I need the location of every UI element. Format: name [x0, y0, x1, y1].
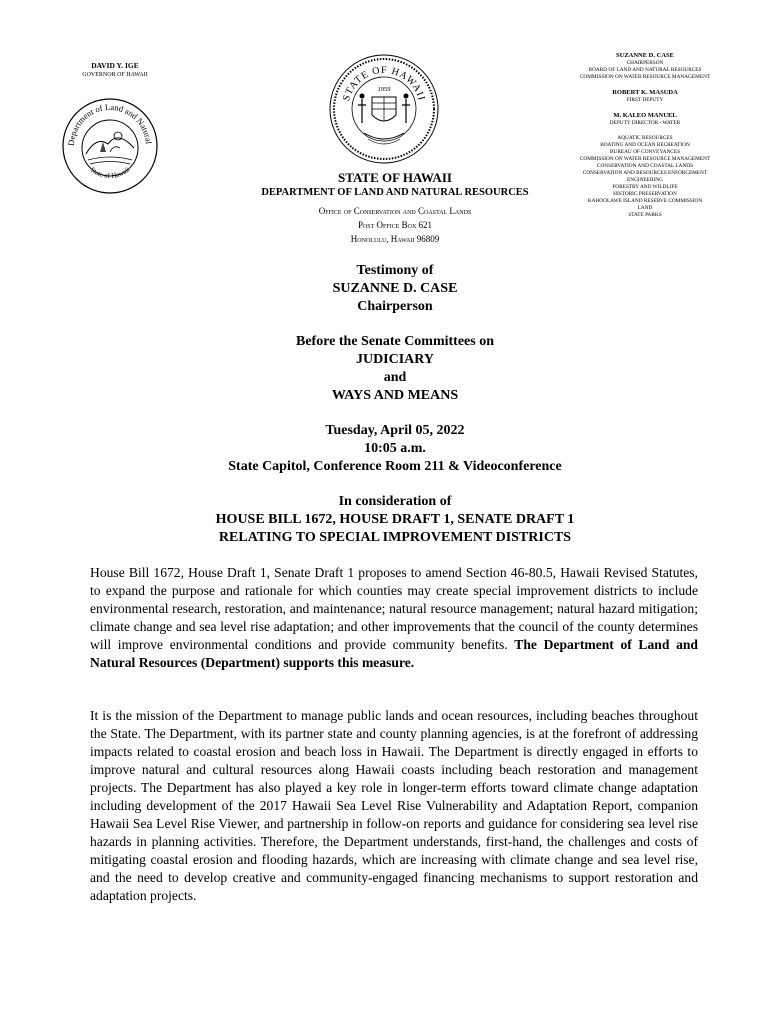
- hearing-date: Tuesday, April 05, 2022: [325, 423, 465, 438]
- dept-seal-bottom-text: State of Hawaii: [88, 165, 132, 181]
- department-seal: [60, 96, 160, 201]
- hearing-time: 10:05 a.m.: [364, 441, 426, 456]
- official-role: DEPUTY DIRECTOR - WATER: [609, 120, 681, 126]
- po-box: Post Office Box 621: [357, 220, 433, 230]
- paragraph-1-text: House Bill 1672, House Draft 1, Senate Draft 1 proposes to amend Section 46-80.5, Hawaii Revised Statutes, to expand the purpose and rationale for which counties may create special improvement districts to include environmental research, restoration, and maintenance; natural resource management; natural hazard mitigation; climate change and sea level rise adaptation; and other improvements that the council of the county determines will improve environmental conditions and provide community benefits.: [90, 565, 698, 652]
- testifier-title: Chairperson: [357, 299, 433, 314]
- governor-title: GOVERNOR OF HAWAII: [82, 72, 148, 78]
- bill-title: RELATING TO SPECIAL IMPROVEMENT DISTRICTS: [218, 530, 572, 545]
- office-name: Office of Conservation and Coastal Lands: [318, 206, 472, 216]
- official-role: CHAIRPERSON: [626, 60, 664, 66]
- state-seal-top-text: STATE OF HAWAII: [340, 64, 428, 103]
- department-name: DEPARTMENT OF LAND AND NATURAL RESOURCES: [261, 187, 529, 198]
- bill-block: [85, 493, 705, 547]
- division-item: BUREAU OF CONVEYANCES: [609, 149, 681, 155]
- governor-block: [60, 61, 170, 80]
- state-seal-year: 1959: [377, 86, 391, 93]
- division-item: ENGINEERING: [627, 177, 663, 183]
- officials-block: [565, 52, 725, 219]
- division-item: HISTORIC PRESERVATION: [613, 191, 677, 197]
- committees-intro: Before the Senate Committees on: [295, 334, 495, 349]
- testimony-block: [85, 262, 705, 316]
- committee-name: WAYS AND MEANS: [331, 388, 459, 403]
- state-name: STATE OF HAWAII: [338, 170, 452, 185]
- paragraph-1: [90, 564, 698, 672]
- dept-seal-top-text: Department of Land and Natural: [65, 101, 154, 147]
- division-item: CONSERVATION AND RESOURCES ENFORCEMENT: [582, 170, 708, 176]
- official-role: FIRST DEPUTY: [626, 97, 664, 103]
- paragraph-1-bold: The Department of Land and Natural Resources (Department) supports this measure.: [90, 637, 698, 670]
- division-item: COMMISSION ON WATER RESOURCE MANAGEMENT: [579, 156, 711, 162]
- city-zip: Honolulu, Hawaii 96809: [350, 234, 440, 244]
- committee-and: and: [383, 370, 407, 385]
- division-item: AQUATIC RESOURCES: [617, 135, 673, 141]
- bill-intro: In consideration of: [338, 494, 452, 509]
- state-seal: [328, 53, 440, 170]
- bill-number: HOUSE BILL 1672, HOUSE DRAFT 1, SENATE DRAFT 1: [215, 512, 575, 527]
- department-header: [230, 170, 560, 246]
- official-role: COMMISSION ON WATER RESOURCE MANAGEMENT: [579, 74, 711, 80]
- division-item: BOATING AND OCEAN RECREATION: [600, 142, 690, 148]
- official-role: BOARD OF LAND AND NATURAL RESOURCES: [588, 67, 702, 73]
- testifier-name: SUZANNE D. CASE: [332, 281, 458, 296]
- committees-block: [85, 333, 705, 405]
- official-name: ROBERT K. MASUDA: [612, 89, 678, 96]
- official-name: M. KALEO MANUEL: [613, 112, 677, 119]
- hearing-block: [85, 422, 705, 476]
- hearing-place: State Capitol, Conference Room 211 & Videoconference: [228, 459, 562, 474]
- governor-name: DAVID Y. IGE: [91, 61, 139, 70]
- official-name: SUZANNE D. CASE: [616, 52, 674, 59]
- svg-text:Department of Land and Natural: [60, 96, 154, 146]
- committee-name: JUDICIARY: [355, 352, 435, 367]
- division-item: KAHOOLAWE ISLAND RESERVE COMMISSION: [587, 198, 703, 204]
- division-item: CONSERVATION AND COASTAL LANDS: [596, 163, 694, 169]
- division-item: FORESTRY AND WILDLIFE: [612, 184, 678, 190]
- svg-text:State of Hawaii: [89, 166, 132, 180]
- division-item: STATE PARKS: [628, 212, 662, 218]
- division-item: LAND: [637, 205, 653, 211]
- paragraph-2: It is the mission of the Department to manage public lands and ocean resources, including beaches throughout the State. The Department, with its partner state and county planning agencies, is at the forefront of addressing impacts related to coastal erosion and beach loss in Hawaii. The Department is directly engaged in efforts to improve natural and cultural resources along Hawaii coasts including beach restoration and management projects. The Department has also played a key role in longer-term efforts toward climate change adaptation including development of the 2017 Hawaii Sea Level Rise Vulnerability and Adaptation Report, companion Hawaii Sea Level Rise Viewer, and partnership in follow-on reports and guidance for considering sea level rise hazards in planning activities. Therefore, the Department understands, first-hand, the challenges and costs of mitigating coastal erosion and flooding hazards, which are increasing with climate change and sea level rise, and the need to develop creative and community-engaged financing mechanisms to support restoration and adaptation projects.: [90, 708, 698, 903]
- testimony-of: Testimony of: [356, 263, 434, 278]
